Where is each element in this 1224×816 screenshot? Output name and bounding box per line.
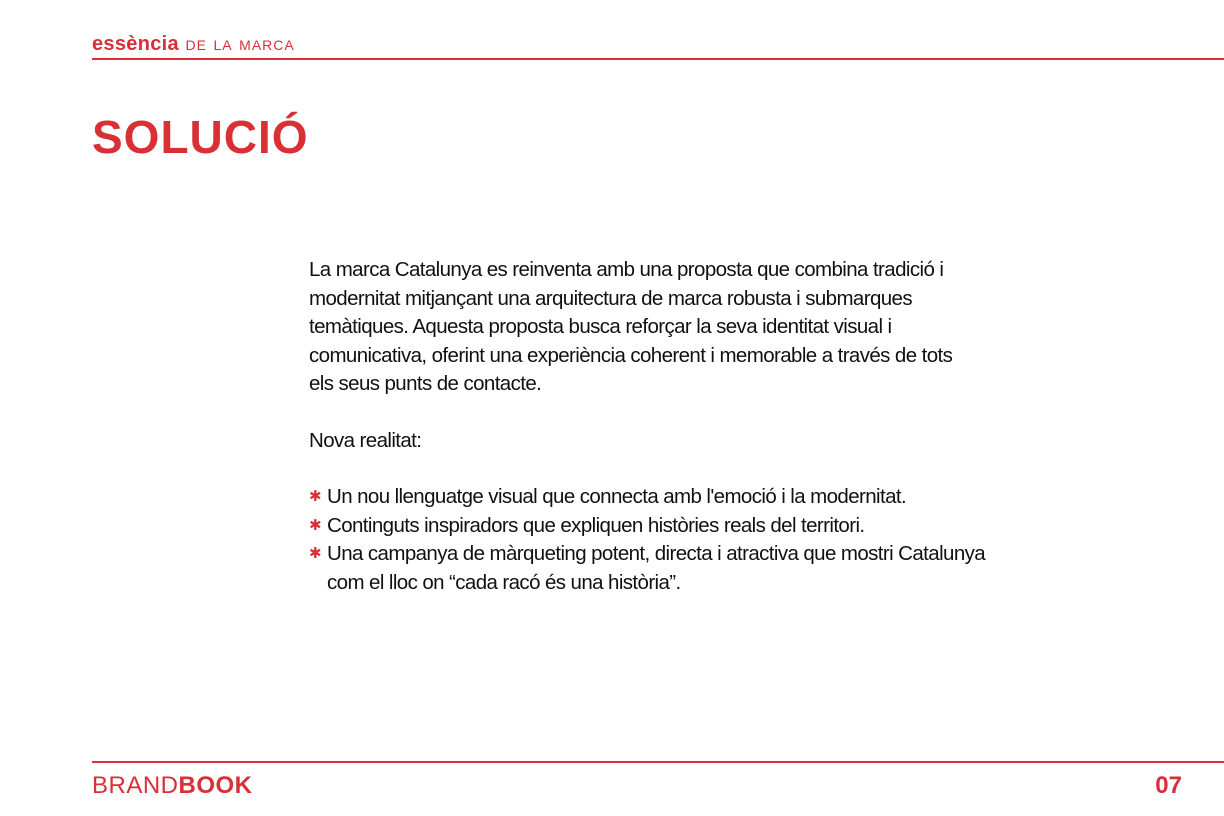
brand-bold-text: BOOK: [178, 772, 253, 799]
list-item-text: Una campanya de màrqueting potent, directa i atractiva que mostri Catalunya com el lloc on “cada racó és una història”.: [327, 542, 986, 594]
list-item-text: Continguts inspiradors que expliquen històries reals del territori.: [327, 513, 865, 537]
subheading: Nova realitat:: [309, 428, 422, 452]
brandbook-logo: [92, 772, 253, 800]
brand-light-text: BRAND: [92, 772, 179, 799]
section-title-bold: essència: [92, 33, 179, 55]
asterisk-bullet-icon: ✱: [309, 516, 321, 534]
asterisk-bullet-icon: ✱: [309, 488, 321, 505]
list-item: [309, 512, 987, 541]
section-title: [92, 33, 295, 56]
page-number: 07: [1155, 772, 1182, 799]
main-content: [309, 256, 1009, 597]
page-header: [92, 30, 1224, 60]
section-title-light: de la marca: [178, 33, 295, 55]
intro-paragraph: La marca Catalunya es reinventa amb una proposta que combina tradició i modernitat mitjançant una arquitectura de marca robusta i submarques temàtiques. Aquesta proposta busca reforçar la seva identitat visual i comunicativa, oferint una experiència coherent i memorable a través de tots els seus punts de contacte.: [309, 258, 953, 395]
bullet-list: [309, 483, 1009, 597]
list-item: [309, 540, 987, 597]
list-item-text: Un nou llenguatge visual que connecta amb l'emoció i la modernitat.: [327, 485, 907, 508]
asterisk-bullet-icon: ✱: [309, 545, 321, 562]
page-title: SOLUCIÓ: [92, 111, 309, 163]
list-item: [309, 483, 987, 512]
footer-divider: [92, 761, 1224, 763]
header-divider: [92, 58, 1224, 60]
